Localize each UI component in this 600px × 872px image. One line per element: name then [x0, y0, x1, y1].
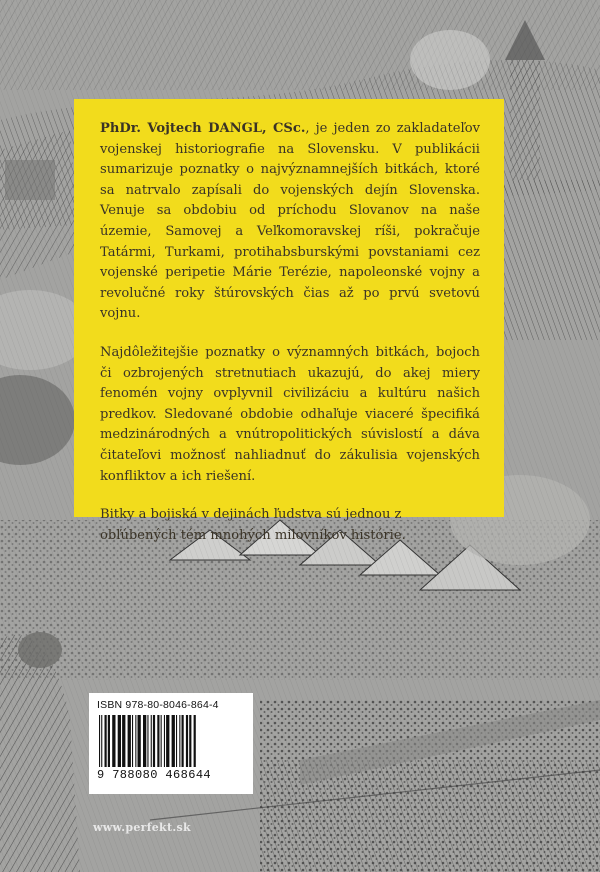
barcode-bar	[172, 715, 175, 767]
isbn-barcode	[89, 693, 253, 794]
blurb-paragraph-1-text: , je jeden zo zakladateľov vojenskej historiografie na Slovensku. V publikácii sumarizuje poznatky o najvýznamnejších bitkách, ktoré sa natrvalo zapísali do vojenských dejín Slovenska. Venuje sa obdobiu od príchodu Slovanov na naše územie, Samovej a Veľkomoravskej ríši, pokračuje Tatármi, Turkami, protihabsburskými povstaniami cez vojenské peripetie Márie Terézie, napoleonské vojny a revolučné roky štúrovských čias až po prvú svetovú vojnu.	[100, 121, 480, 322]
barcode-bar	[194, 715, 196, 767]
barcode-bar	[135, 715, 136, 767]
author-name: PhDr. Vojtech DANGL, CSc.	[100, 121, 306, 136]
barcode-bar	[186, 715, 188, 767]
barcode-bar	[166, 715, 169, 767]
barcode-bar	[108, 715, 110, 767]
barcode-bar	[128, 715, 131, 767]
barcode-bar	[118, 715, 121, 767]
barcode-bar	[157, 715, 159, 767]
barcode-bar	[161, 715, 162, 767]
barcode-bars	[97, 715, 245, 767]
barcode-bar	[101, 715, 102, 767]
barcode-bar	[182, 715, 184, 767]
barcode-digits: 9 788080 468644	[97, 768, 212, 782]
publisher-website: www.perfekt.sk	[93, 821, 191, 834]
barcode-bar	[99, 715, 100, 767]
barcode-bar	[143, 715, 146, 767]
barcode-bar	[132, 715, 133, 767]
barcode-bar	[138, 715, 141, 767]
barcode-bar	[176, 715, 177, 767]
barcode-bar	[164, 715, 165, 767]
blurb-paragraph-3: Bitky a bojiská v dejinách ľudstva sú jednou z obľúbených tém mnohých milovníkov histórie.	[100, 507, 406, 543]
barcode-bar	[179, 715, 180, 767]
barcode-bar	[147, 715, 148, 767]
barcode-bar	[112, 715, 115, 767]
barcode-bar	[153, 715, 155, 767]
barcode-bar	[122, 715, 125, 767]
barcode-bar	[189, 715, 191, 767]
blurb-panel	[74, 99, 504, 543]
isbn-label: ISBN 978-80-8046-864-4	[97, 699, 219, 711]
blurb-paragraph-1	[100, 119, 480, 325]
barcode-bar	[151, 715, 152, 767]
blurb-paragraph-2: Najdôležitejšie poznatky o významných bitkách, bojoch či ozbrojených stretnutiach ukazujú, do akej miery fenomén vojny ovplyvnil civilizáciu a kultúru našich predkov. Sledované obdobie odhaľuje viaceré špecifiká medzinárodných a vnútropolitických súvislostí a dáva čitateľovi možnosť nahliadnuť do zákulisia vojenských konfliktov a ich riešení.	[100, 344, 480, 484]
barcode-bar	[105, 715, 107, 767]
